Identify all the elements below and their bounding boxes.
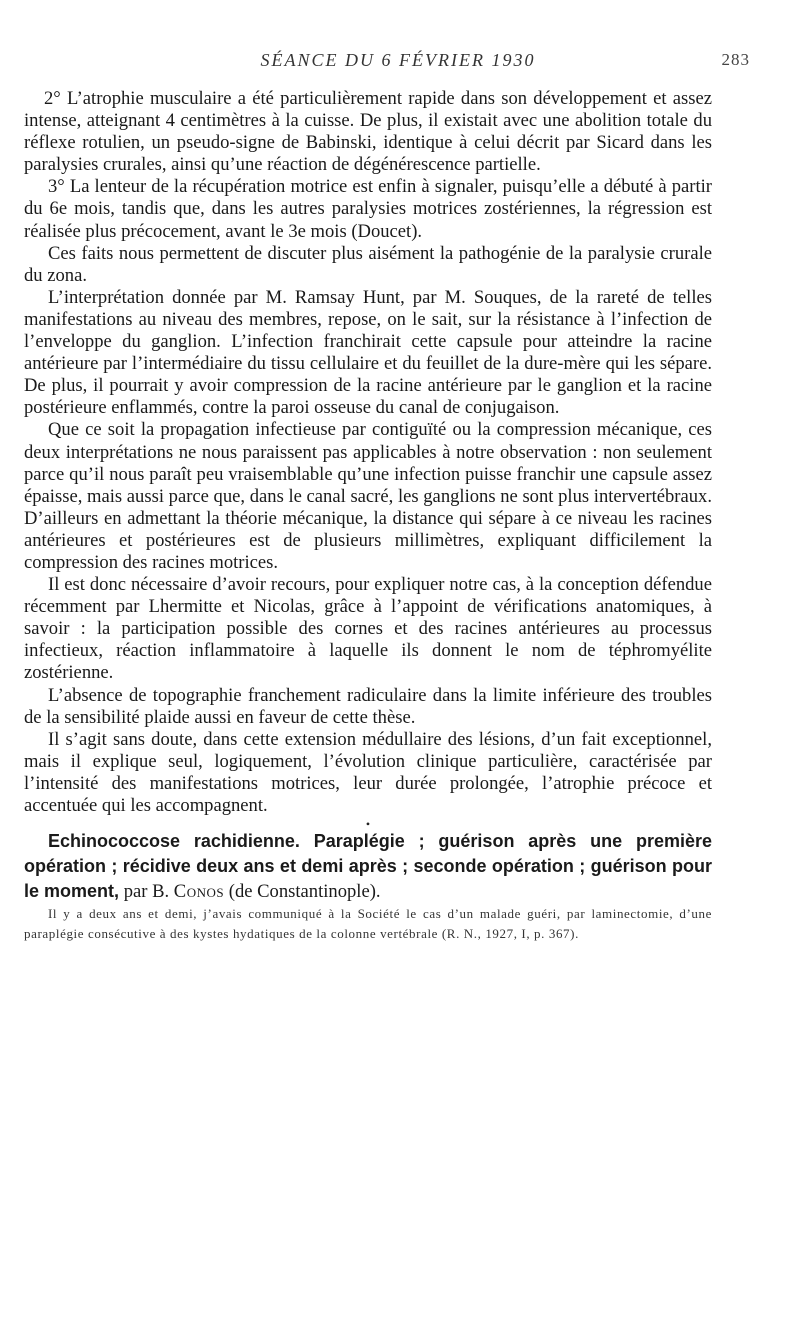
section-heading	[24, 829, 712, 904]
running-head	[24, 50, 772, 80]
paragraph-pathogenesis-intro: Ces faits nous permettent de discuter plus aisément la pathogénie de la paralysie crurale du zona.	[24, 242, 712, 286]
paragraph-conclusion: Il s’agit sans doute, dans cette extension médullaire des lésions, d’un fait exceptionnel, mais il explique seul, logiquement, l’évolution clinique particulière, caractérisée par l’intensité des manifestations motrices, leur durée prolongée, l’atrophie précoce et accentuée qui les accompagnent.	[24, 728, 712, 816]
heading-affiliation: (de Constantinople).	[228, 881, 381, 903]
paragraph-point-3: 3° La lenteur de la récupération motrice est enfin à signaler, puisqu’elle a débuté à partir du 6e mois, tandis que, dans les autres paralysies motrices zostériennes, la régression est réalisée plus précocement, avant le 3e mois (Doucet).	[24, 176, 712, 242]
page-number: 283	[721, 50, 750, 69]
heading-author: Conos	[173, 881, 225, 903]
paragraph-topography: L’absence de topographie franchement radiculaire dans la limite inférieure des troubles de la sensibilité plaide aussi en faveur de cette thèse.	[24, 684, 712, 728]
footnote-text: Il y a deux ans et demi, j’avais communiqué à la Société le cas d’un malade guéri, par laminectomie, d’une paraplégie consécutive à des kystes hydatiques de la colonne vertébrale (R. N., 1927, I, p. 367).	[24, 906, 712, 942]
running-head-title: SÉANCE DU 6 FÉVRIER 1930	[260, 50, 536, 70]
paragraph-ramsay-hunt: L’interprétation donnée par M. Ramsay Hunt, par M. Souques, de la rareté de telles manifestations au niveau des membres, repose, on le sait, sur la résistance à l’infection de l’enveloppe du ganglion. L’infection franchirait cette capsule pour atteindre la racine antérieure par l’intermédiaire du tissu cellulaire et du feuillet de la dure-mère qui les sépare. De plus, il pourrait y avoir compression de la racine antérieure par le ganglion et la racine postérieure enflammés, contre la paroi osseuse du canal de conjugaison.	[24, 286, 712, 419]
paragraph-contiguity: Que ce soit la propagation infectieuse par contiguïté ou la compression mécanique, ces deux interprétations ne nous paraissent pas applicables à notre observation : non seulement parce qu’il nous paraît peu vraisemblable qu’une infection puisse franchir une capsule assez épaisse, mais aussi parce que, dans le canal sacré, les ganglions ne sont plus intervertébraux. D’ailleurs en admettant la théorie mécanique, la distance qui sépare à ce niveau les racines antérieures et postérieures est de plusieurs millimètres, expliquant difficilement la compression des racines motrices.	[24, 419, 712, 573]
article-body	[24, 88, 712, 944]
paragraph-point-2: 2° L’atrophie musculaire a été particulièrement rapide dans son développement et assez intense, atteignant 4 centimètres à la cuisse. De plus, il existait avec une abolition totale du réflexe rotulien, un pseudo-signe de Babinski, identique à celui décrit par Sicard dans les paralysies crurales, ainsi qu’une réaction de dégénérescence partielle.	[24, 88, 712, 176]
section-separator: •	[365, 817, 371, 832]
heading-title: Echinococcose rachidienne. Paraplégie ; guérison après une première opération ; récidive deux ans et demi après ; seconde opération ; guérison pour le moment,	[24, 831, 712, 902]
heading-by: par B.	[123, 881, 170, 903]
paragraph-lhermitte: Il est donc nécessaire d’avoir recours, pour expliquer notre cas, à la conception défendue récemment par Lhermitte et Nicolas, grâce à l’appoint de vérifications anatomiques, à savoir : la participation possible des cornes et des racines antérieures au processus infectieux, réaction inflammatoire à laquelle ils donnent le nom de téphromyélite zostérienne.	[24, 574, 712, 684]
